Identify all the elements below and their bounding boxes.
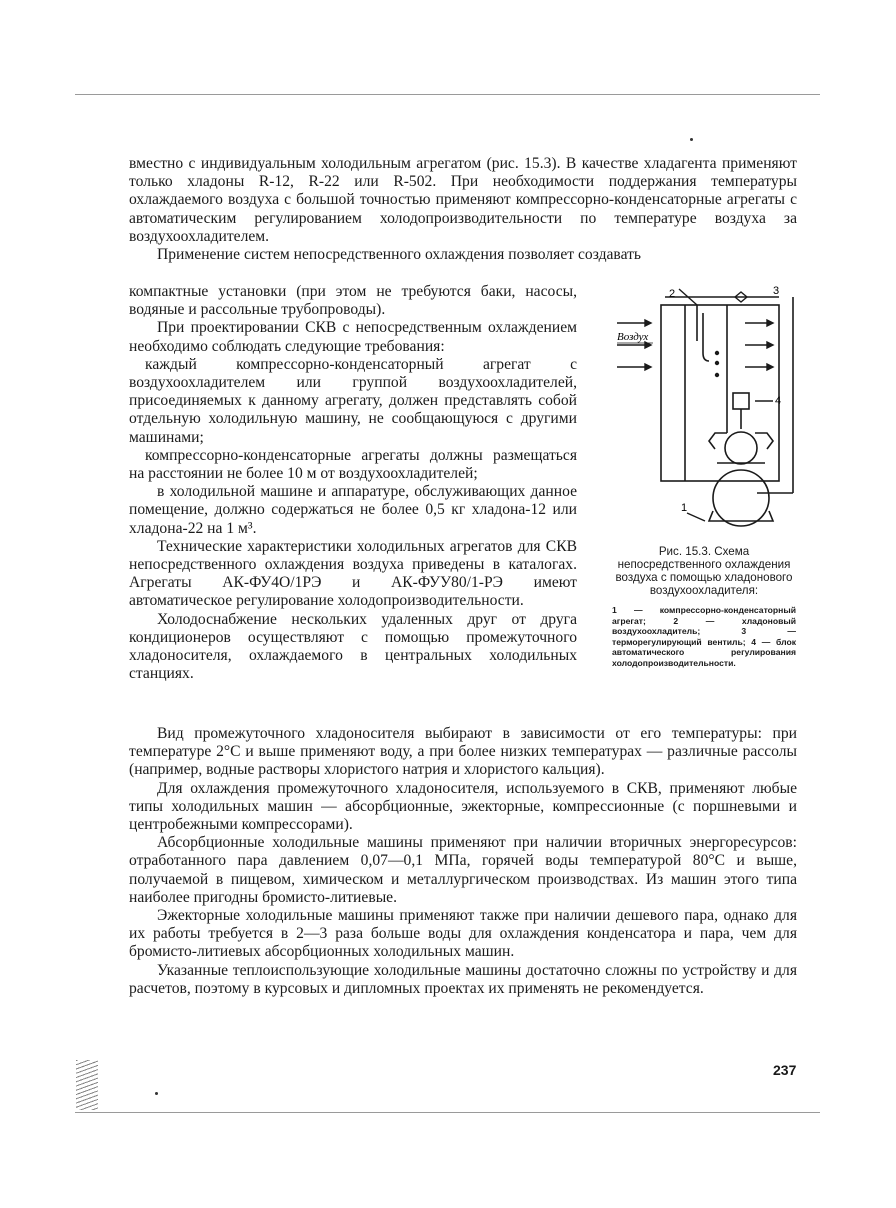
figure-label-4: 4	[775, 395, 782, 407]
text-block-top	[129, 155, 797, 264]
list-item: в холодильной машине и аппаратуре, обслуживающих данное помещение, должно содержаться не более 0,5 кг хладона-12 или хладона-22 на 1 м³.	[129, 483, 577, 537]
bottom-rule	[75, 1112, 820, 1113]
paragraph: Холодоснабжение нескольких удаленных друг от друга кондиционеров осуществляют с помощью промежуточного хладоносителя, охлаждаемого в центральных холодильных станциях.	[129, 610, 577, 683]
caption-legend: 1 — компрессорно-конденсаторный агрегат; 2 — хладоновый воздухоохладитель; 3 — терморегулирующий вентиль; 4 — блок автоматического регулирования холодопроизводительности.	[612, 605, 796, 668]
air-label: Воздух	[617, 331, 649, 343]
list-item: каждый компрессорно-конденсаторный агрегат с воздухоохладителем или группой воздухоохладителей, присоединяемых к данному агрегату, должен представлять собой отдельную холодильную машину, не сообщающуюся с другими машинами;	[129, 355, 577, 446]
figure-label-2: 2	[669, 288, 676, 300]
text-block-bottom	[129, 725, 797, 998]
text-block-left	[129, 283, 577, 683]
figure-caption	[612, 545, 796, 669]
paragraph: компактные установки (при этом не требуются баки, насосы, водяные и рассольные трубопроводы).	[129, 283, 577, 319]
paragraph: При проектировании СКВ с непосредственным охлаждением необходимо соблюдать следующие требования:	[129, 319, 577, 355]
paragraph: вместно с индивидуальным холодильным агрегатом (рис. 15.3). В качестве хладагента применяют только хладоны R-12, R-22 или R-502. При необходимости поддержания температуры охлаждаемого воздуха с большой точностью применяют компрессорно-конденсаторные агрегаты с автоматическим регулированием холодопроизводительности по температуре воздуха за воздухоохладителем.	[129, 155, 797, 245]
paragraph: Эжекторные холодильные машины применяют также при наличии дешевого пара, однако для их работы требуется в 2—3 раза больше воды для охлаждения конденсатора и пара, чем для бромисто-литиевых абсорбционных холодильных машин.	[129, 907, 797, 961]
paragraph: Абсорбционные холодильные машины применяют при наличии вторичных энергоресурсов: отработанного пара давлением 0,07—0,1 МПа, горячей воды температурой 80°С и выше, получаемой в пищевом, химическом и металлургическом производствах. Из машин этого типа наиболее пригодны бромисто-литиевые.	[129, 834, 797, 906]
scan-speck	[690, 138, 693, 141]
paragraph: Для охлаждения промежуточного хладоносителя, используемого в СКВ, применяют любые типы холодильных машин — абсорбционные, эжекторные, компрессионные (с поршневыми и центробежными компрессорами).	[129, 779, 797, 834]
refrigeration-scheme-diagram	[605, 283, 800, 543]
scan-edge-artifact	[76, 1060, 98, 1110]
top-rule	[75, 94, 820, 95]
figure-label-3: 3	[773, 285, 780, 297]
scan-speck	[155, 1092, 158, 1095]
paragraph: Технические характеристики холодильных агрегатов для СКВ непосредственного охлаждения воздуха приведены в каталогах. Агрегаты АК-ФУ4О/1РЭ и АК-ФУУ80/1-РЭ имеют автоматическое регулирование холодопроизводительности.	[129, 537, 577, 610]
caption-title: Рис. 15.3. Схема непосредственного охлаждения воздуха с помощью хладонового воздухоохладителя:	[615, 545, 793, 597]
figure-label-1: 1	[681, 502, 688, 514]
paragraph: Применение систем непосредственного охлаждения позволяет создавать	[157, 246, 642, 264]
figure-diagram	[605, 283, 800, 543]
air-cooler-housing	[661, 305, 782, 481]
compressor-small	[725, 432, 757, 464]
page-number: 237	[773, 1062, 797, 1078]
list-item: компрессорно-конденсаторные агрегаты должны размещаться на расстоянии не более 10 м от воздухоохладителей;	[129, 446, 577, 483]
control-block	[733, 393, 749, 409]
paragraph: Вид промежуточного хладоносителя выбирают в зависимости от его температуры: при температуре 2°С и выше применяют воду, а при более низких температурах — различные рассолы (например, водные растворы хлористого натрия и хлористого кальция).	[129, 725, 797, 779]
paragraph: Указанные теплоиспользующие холодильные машины достаточно сложны по устройству и для расчетов, поэтому в курсовых и дипломных проектах их применять не рекомендуется.	[129, 961, 797, 997]
compressor-unit	[713, 470, 769, 526]
